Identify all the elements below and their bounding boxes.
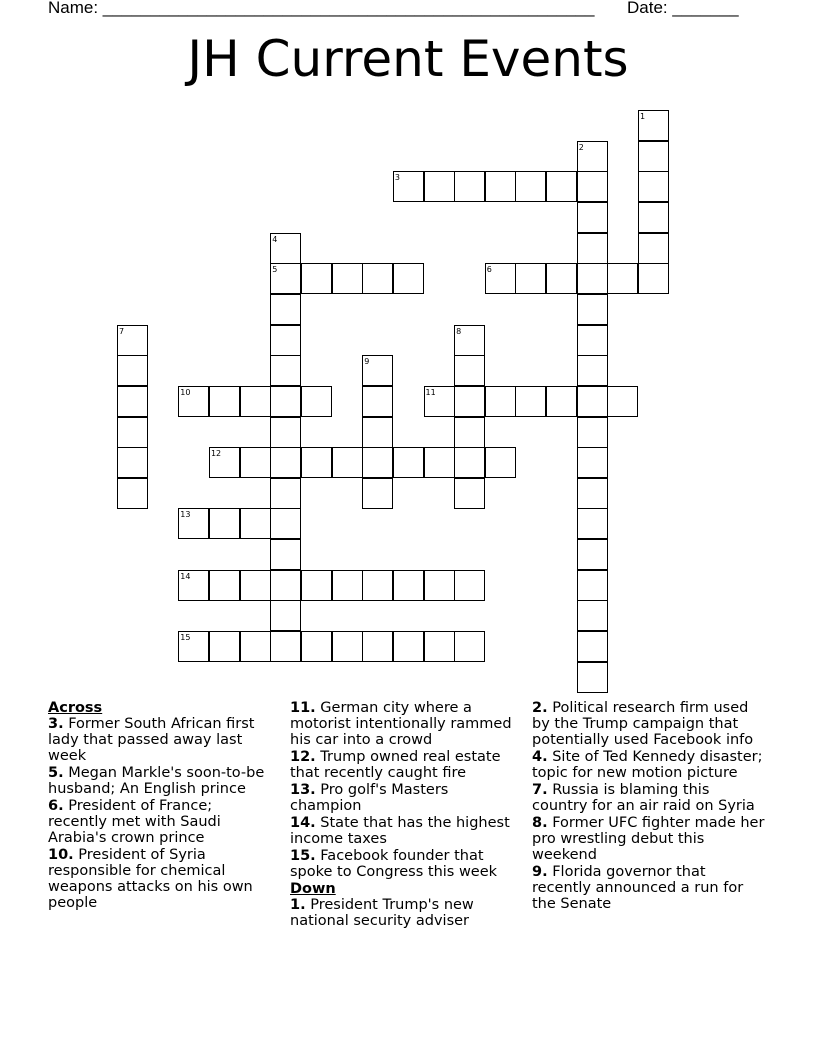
clue-column-3 <box>532 700 767 913</box>
grid-cell[interactable] <box>577 662 608 693</box>
grid-cell[interactable] <box>577 447 608 478</box>
grid-cell[interactable] <box>362 386 393 417</box>
clue-item <box>532 749 767 781</box>
grid-cell[interactable] <box>270 570 301 601</box>
grid-cell[interactable] <box>270 325 301 356</box>
grid-cell[interactable] <box>270 600 301 631</box>
grid-cell[interactable] <box>393 570 424 601</box>
grid-cell[interactable] <box>515 171 546 202</box>
clue-column-1 <box>48 700 273 912</box>
grid-cell[interactable] <box>301 386 332 417</box>
clue-number-label: 10 <box>180 387 191 397</box>
clue-item <box>532 700 767 748</box>
clue-number-label: 11 <box>425 387 436 397</box>
grid-cell[interactable] <box>454 631 485 662</box>
clue-item <box>290 700 520 748</box>
grid-cell[interactable] <box>577 631 608 662</box>
clue-item <box>290 848 520 880</box>
grid-cell[interactable] <box>301 570 332 601</box>
grid-cell[interactable] <box>270 417 301 448</box>
clue-number: 12. <box>290 749 316 765</box>
grid-cell[interactable] <box>332 263 363 294</box>
grid-cell[interactable] <box>393 631 424 662</box>
grid-cell[interactable] <box>270 386 301 417</box>
clue-number: 5. <box>48 765 64 781</box>
clue-text: Political research firm used by the Trump campaign that potentially used Facebook info <box>532 700 754 748</box>
clue-number: 14. <box>290 815 316 831</box>
grid-cell[interactable] <box>577 233 608 264</box>
clue-number-label: 8 <box>456 326 462 336</box>
grid-cell[interactable] <box>270 294 301 325</box>
grid-cell[interactable] <box>117 355 148 386</box>
clue-text: President of France; recently met with Saudi Arabia's crown prince <box>48 798 221 846</box>
clue-item <box>532 864 767 912</box>
grid-cell[interactable] <box>485 386 516 417</box>
clue-text: Florida governor that recently announced a run for the Senate <box>532 864 744 912</box>
clue-item <box>48 716 273 764</box>
grid-cell[interactable] <box>454 386 485 417</box>
grid-cell[interactable] <box>577 325 608 356</box>
clue-column-2 <box>290 700 520 930</box>
clue-number: 9. <box>532 864 548 880</box>
grid-cell[interactable] <box>117 417 148 448</box>
grid-cell[interactable] <box>362 447 393 478</box>
grid-cell[interactable] <box>117 478 148 509</box>
clue-text: President of Syria responsible for chemical weapons attacks on his own people <box>48 847 253 911</box>
grid-cell[interactable] <box>515 263 546 294</box>
clue-item <box>290 749 520 781</box>
clue-number-label: 1 <box>640 112 646 121</box>
grid-cell[interactable] <box>577 600 608 631</box>
grid-cell[interactable] <box>209 386 240 417</box>
grid-cell[interactable] <box>546 171 577 202</box>
grid-cell[interactable] <box>301 631 332 662</box>
grid-cell[interactable] <box>454 570 485 601</box>
grid-cell[interactable] <box>607 263 638 294</box>
grid-cell[interactable] <box>577 386 608 417</box>
clue-text: Former South African first lady that passed away last week <box>48 716 255 764</box>
clue-text: Site of Ted Kennedy disaster; topic for new motion picture <box>532 749 763 781</box>
grid-cell[interactable] <box>240 508 271 539</box>
clue-section-heading: Down <box>290 881 336 897</box>
grid-cell[interactable] <box>301 263 332 294</box>
grid-cell[interactable] <box>117 386 148 417</box>
clue-item <box>48 798 273 846</box>
clue-item <box>290 897 520 929</box>
grid-cell[interactable] <box>362 417 393 448</box>
grid-cell[interactable] <box>240 386 271 417</box>
grid-cell[interactable] <box>577 263 608 294</box>
grid-cell[interactable] <box>577 478 608 509</box>
clue-number-label: 13 <box>180 510 191 520</box>
clue-number: 13. <box>290 782 316 798</box>
clue-text: Russia is blaming this country for an air raid on Syria <box>532 782 755 814</box>
grid-cell[interactable] <box>424 171 455 202</box>
grid-cell[interactable] <box>577 539 608 570</box>
grid-cell[interactable] <box>638 263 669 294</box>
clue-text: Trump owned real estate that recently caught fire <box>290 749 501 781</box>
grid-cell[interactable] <box>209 570 240 601</box>
grid-cell[interactable] <box>638 141 669 172</box>
grid-cell[interactable] <box>270 447 301 478</box>
grid-cell[interactable] <box>270 539 301 570</box>
clue-item <box>290 782 520 814</box>
clue-number: 7. <box>532 782 548 798</box>
grid-cell[interactable] <box>270 355 301 386</box>
clue-number-label: 9 <box>364 357 370 367</box>
grid-cell[interactable] <box>301 447 332 478</box>
clue-number-label: 15 <box>180 633 191 643</box>
grid-cell[interactable] <box>393 263 424 294</box>
grid-cell[interactable] <box>424 631 455 662</box>
grid-cell[interactable] <box>362 631 393 662</box>
grid-cell[interactable] <box>332 631 363 662</box>
clue-number-label: 4 <box>272 234 278 244</box>
clue-item <box>532 782 767 814</box>
grid-cell[interactable] <box>424 570 455 601</box>
grid-cell[interactable] <box>546 263 577 294</box>
clue-text: Megan Markle's soon-to-be husband; An English prince <box>48 765 265 797</box>
grid-cell[interactable] <box>454 478 485 509</box>
clue-item <box>48 765 273 797</box>
grid-cell[interactable] <box>577 294 608 325</box>
grid-cell[interactable] <box>638 202 669 233</box>
grid-cell[interactable] <box>485 447 516 478</box>
grid-cell[interactable] <box>577 508 608 539</box>
grid-cell[interactable] <box>240 631 271 662</box>
date-field-label: Date: _______ <box>627 0 739 17</box>
clue-number: 15. <box>290 848 316 864</box>
grid-cell[interactable] <box>209 508 240 539</box>
clue-number: 8. <box>532 815 548 831</box>
grid-cell[interactable] <box>393 447 424 478</box>
grid-cell[interactable] <box>577 570 608 601</box>
clue-number-label: 12 <box>210 449 222 459</box>
grid-cell[interactable] <box>577 171 608 202</box>
grid-cell[interactable] <box>240 570 271 601</box>
clue-number: 1. <box>290 897 306 913</box>
grid-cell[interactable] <box>577 417 608 448</box>
clue-number-label: 2 <box>578 142 584 152</box>
grid-cell[interactable] <box>424 447 455 478</box>
grid-cell[interactable] <box>546 386 577 417</box>
grid-cell[interactable] <box>117 447 148 478</box>
clue-number: 2. <box>532 700 548 716</box>
grid-cell[interactable] <box>362 570 393 601</box>
clue-number: 10. <box>48 847 74 863</box>
grid-cell[interactable] <box>454 417 485 448</box>
grid-cell[interactable] <box>515 386 546 417</box>
clue-text: Former UFC fighter made her pro wrestling debut this weekend <box>532 815 765 863</box>
clue-number-label: 3 <box>394 173 400 183</box>
clue-number: 6. <box>48 798 64 814</box>
grid-cell[interactable] <box>454 447 485 478</box>
grid-cell[interactable] <box>485 171 516 202</box>
clue-number-label: 6 <box>486 265 492 275</box>
clue-item <box>48 847 273 911</box>
clue-number-label: 5 <box>272 265 278 275</box>
clue-section-heading: Across <box>48 700 103 716</box>
clue-text: Pro golf's Masters champion <box>290 782 449 814</box>
grid-cell[interactable] <box>454 355 485 386</box>
clue-number: 4. <box>532 749 548 765</box>
grid-cell[interactable] <box>638 233 669 264</box>
grid-cell[interactable] <box>577 355 608 386</box>
grid-cell[interactable] <box>332 570 363 601</box>
grid-cell[interactable] <box>209 631 240 662</box>
clue-number-label: 14 <box>180 571 191 581</box>
grid-cell[interactable] <box>332 447 363 478</box>
grid-cell[interactable] <box>270 478 301 509</box>
page-title: JH Current Events <box>187 30 629 88</box>
grid-cell[interactable] <box>362 478 393 509</box>
clue-text: German city where a motorist intentionally rammed his car into a crowd <box>290 700 512 748</box>
clue-number: 11. <box>290 700 316 716</box>
clue-text: Facebook founder that spoke to Congress this week <box>290 848 498 880</box>
clue-number-label: 7 <box>119 326 125 336</box>
name-field-label: Name: ____________________________________________________ <box>48 0 595 17</box>
grid-cell[interactable] <box>607 386 638 417</box>
grid-cell[interactable] <box>577 202 608 233</box>
clue-text: State that has the highest income taxes <box>290 815 510 847</box>
grid-cell[interactable] <box>240 447 271 478</box>
grid-cell[interactable] <box>270 631 301 662</box>
clue-number: 3. <box>48 716 64 732</box>
grid-cell[interactable] <box>362 263 393 294</box>
grid-cell[interactable] <box>270 508 301 539</box>
clue-text: President Trump's new national security adviser <box>290 897 474 929</box>
clue-item <box>290 815 520 847</box>
clue-item <box>532 815 767 863</box>
grid-cell[interactable] <box>638 171 669 202</box>
grid-cell[interactable] <box>454 171 485 202</box>
